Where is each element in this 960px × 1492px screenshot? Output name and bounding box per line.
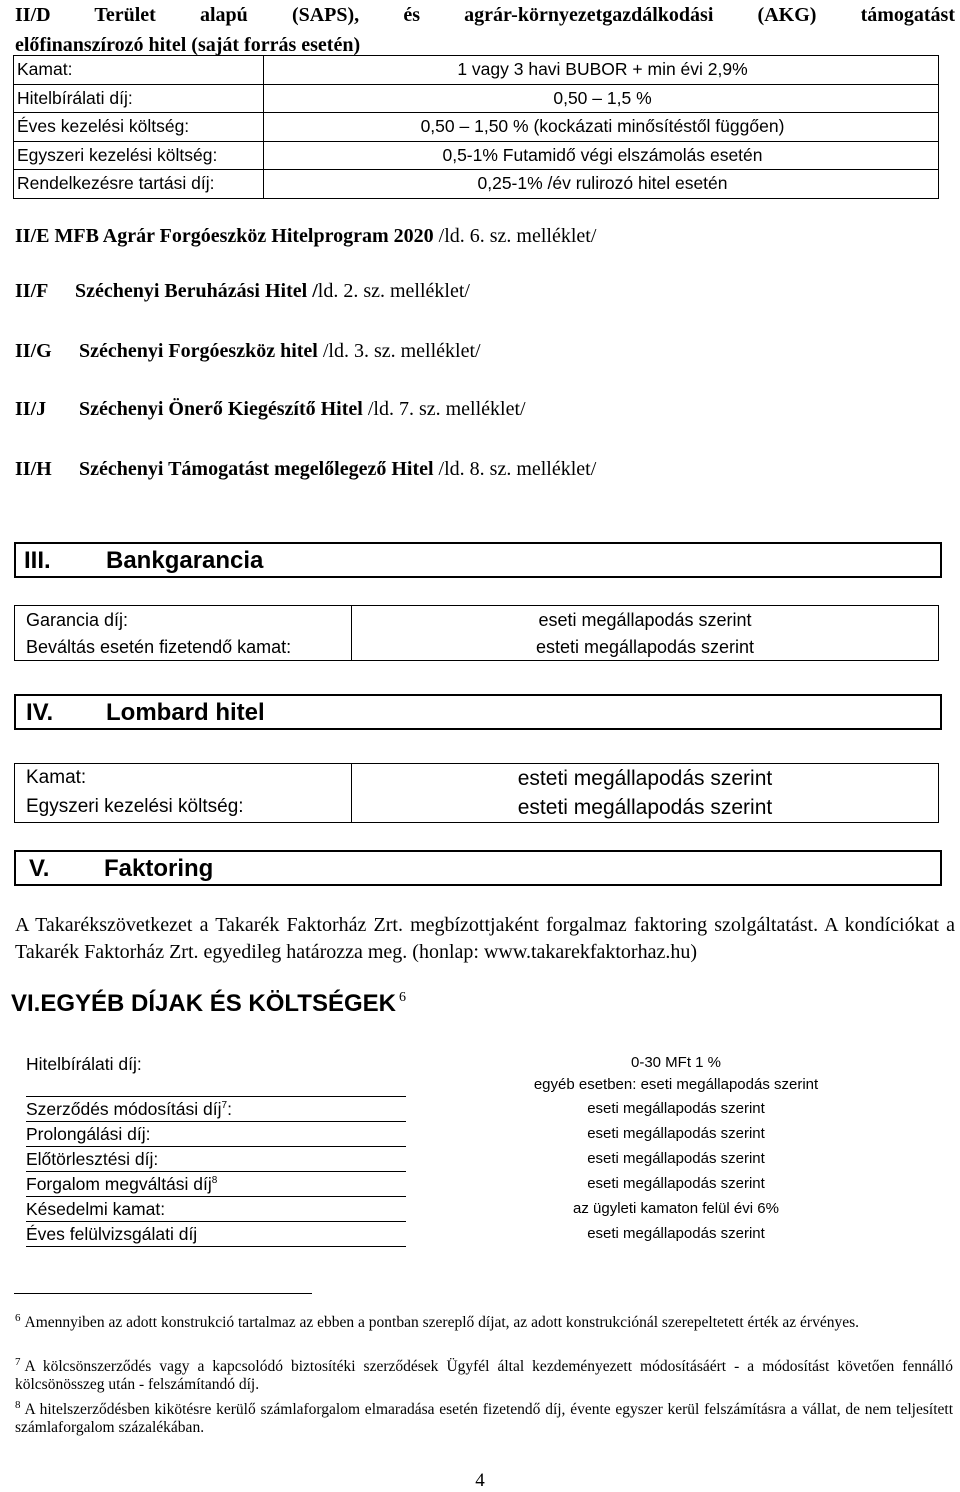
program-ref: /ld. 8. sz. melléklet/ — [438, 458, 597, 480]
footnote-separator — [14, 1293, 312, 1294]
row-label: Hitelbírálati díj: — [26, 1054, 142, 1074]
table-row — [14, 170, 939, 199]
page-number: 4 — [475, 1470, 485, 1491]
iid-heading-line1: II/D Terület alapú (SAPS), és agrár-környezetgazdálkodási (AKG) támogatást — [15, 4, 955, 26]
program-ref: ld. 2. sz. melléklet/ — [317, 280, 470, 302]
row-label: Egyszeri kezelési költség: — [26, 796, 244, 817]
footnote-number: 6 — [15, 1312, 21, 1324]
section-iid-heading — [15, 0, 955, 60]
section-title: Bankgarancia — [106, 547, 264, 574]
divider — [26, 1121, 406, 1122]
footnote-ref: 6 — [398, 990, 406, 1005]
iid-heading-line2: előfinanszírozó hitel (saját forrás esetén) — [15, 34, 361, 56]
row-value: 1 vagy 3 havi BUBOR + min évi 2,9% — [264, 56, 939, 85]
divider — [26, 1246, 406, 1247]
footnote-number: 7 — [15, 1356, 21, 1368]
row-value: esteti megállapodás szerint — [517, 767, 773, 790]
program-line-iie — [15, 225, 596, 248]
program-title: Széchenyi Önerő Kiegészítő Hitel — [79, 398, 363, 420]
row-label: Beváltás esetén fizetendő kamat: — [26, 637, 292, 657]
divider — [26, 1096, 406, 1097]
section-number: III. — [24, 547, 51, 574]
footnote-text: A hitelszerződésben kikötésre kerülő számlaforgalom elmaradása esetén fizetendő díj, évente egyszer kerül felszámításra a vállat, de nem teljesített számlaforgalom százalékában. — [15, 1401, 953, 1436]
program-ref: /ld. 6. sz. melléklet/ — [438, 225, 597, 247]
divider — [26, 1146, 406, 1147]
row-label: Forgalom megváltási díj$^8$ — [26, 1174, 218, 1194]
program-title: MFB Agrár Forgóeszköz Hitelprogram 2020 — [54, 225, 434, 247]
bankgarancia-labels-col — [15, 606, 352, 660]
row-value: egyéb esetben: eseti megállapodás szerint — [533, 1076, 819, 1093]
section-title: Lombard hitel — [106, 699, 265, 726]
section-title: VI.EGYÉB DÍJAK ÉS KÖLTSÉGEK — [11, 990, 396, 1017]
row-label: Kamat: — [26, 767, 87, 788]
row-value: eseti megállapodás szerint — [587, 1125, 765, 1142]
footnote-7 — [15, 1353, 953, 1394]
table-row — [14, 84, 939, 113]
row-value: eseti megállapodás szerint — [587, 1225, 765, 1242]
row-label: Garancia díj: — [26, 610, 129, 630]
divider — [26, 1196, 406, 1197]
footnote-8 — [15, 1396, 953, 1437]
section-heading-bankgarancia — [14, 542, 942, 578]
row-value: az ügyleti kamaton felül évi 6% — [573, 1200, 779, 1217]
row-label: Előtörlesztési díj: — [26, 1149, 159, 1169]
footnote-number: 8 — [15, 1399, 21, 1411]
row-label: Prolongálási díj: — [26, 1124, 151, 1144]
table-row — [14, 113, 939, 142]
program-title: Széchenyi Forgóeszköz hitel — [79, 340, 318, 362]
row-value: eseti megállapodás szerint — [538, 610, 752, 630]
footnote-text: A kölcsönszerződés vagy a kapcsolódó biztosítéki szerződések Ügyfél által kezdeményezett módosításáért - a módosítást követően fennálló kölcsönösszeg után - felszámítandó díj. — [15, 1358, 953, 1393]
egyeb-fees-table — [14, 1050, 939, 1247]
program-code: II/E — [15, 225, 50, 247]
row-label: Éves felülvizsgálati díj — [26, 1224, 198, 1244]
row-value: eseti megállapodás szerint — [587, 1150, 765, 1167]
program-line-iij — [15, 398, 526, 421]
program-line-iih — [15, 458, 596, 481]
row-value: esteti megállapodás szerint — [535, 637, 755, 657]
row-label: Éves kezelési költség: — [14, 113, 264, 142]
bankgarancia-table — [14, 605, 939, 661]
row-label: Rendelkezésre tartási díj: — [14, 170, 264, 199]
row-value: eseti megállapodás szerint — [587, 1100, 765, 1117]
section-heading-lombard — [14, 694, 942, 730]
program-title: Széchenyi Beruházási Hitel / — [75, 280, 318, 302]
program-code: II/F — [15, 280, 49, 302]
section-title: Faktoring — [104, 855, 214, 882]
row-label: Egyszeri kezelési költség: — [14, 141, 264, 170]
program-code: II/H — [15, 458, 52, 480]
divider — [26, 1221, 406, 1222]
row-value: 0,5-1% Futamidő végi elszámolás esetén — [264, 141, 939, 170]
program-ref: /ld. 3. sz. melléklet/ — [322, 340, 481, 362]
program-code: II/G — [15, 340, 52, 362]
table-row — [14, 56, 939, 85]
divider — [26, 1171, 406, 1172]
row-value: 0,50 – 1,50 % (kockázati minősítéstől függően) — [264, 113, 939, 142]
program-code: II/J — [15, 398, 47, 420]
row-value: esteti megállapodás szerint — [517, 796, 773, 819]
row-value: 0,25-1% /év rulirozó hitel esetén — [477, 173, 728, 194]
program-line-iif — [15, 280, 470, 303]
section-number: V. — [29, 855, 50, 882]
row-label: Késedelmi kamat: — [26, 1199, 166, 1219]
lombard-labels-col — [15, 764, 352, 822]
program-ref: /ld. 7. sz. melléklet/ — [367, 398, 526, 420]
row-label: Szerződés módosítási díj$^7$: — [26, 1099, 232, 1119]
footnote-6 — [15, 1309, 953, 1332]
row-value: 0,50 – 1,5 % — [264, 84, 939, 113]
row-value: eseti megállapodás szerint — [587, 1175, 765, 1192]
section-heading-faktoring — [14, 850, 942, 886]
row-label: Kamat: — [14, 56, 264, 85]
table-row — [14, 141, 939, 170]
row-label: Hitelbírálati díj: — [14, 84, 264, 113]
section-number: IV. — [26, 699, 54, 726]
lombard-table — [14, 763, 939, 823]
iid-conditions-table — [13, 55, 939, 199]
program-line-iig — [15, 340, 481, 363]
faktoring-paragraph: A Takarékszövetkezet a Takarék Faktorház Zrt. megbízottjaként forgalmaz faktoring szolgáltatást. A kondíciókat a Takarék Faktorház Zrt. egyedileg határozza meg. (honlap: www.takarekfaktorhaz.hu) — [15, 914, 955, 963]
section-heading-egyeb — [11, 990, 406, 1018]
footnote-text: Amennyiben az adott konstrukció tartalmaz az ebben a pontban szereplő díjat, az adott konstrukciónál szerepeltetett érték az érvényes. — [24, 1314, 860, 1331]
row-value: 0-30 MFt 1 % — [630, 1054, 722, 1071]
program-title: Széchenyi Támogatást megelőlegező Hitel — [79, 458, 434, 480]
